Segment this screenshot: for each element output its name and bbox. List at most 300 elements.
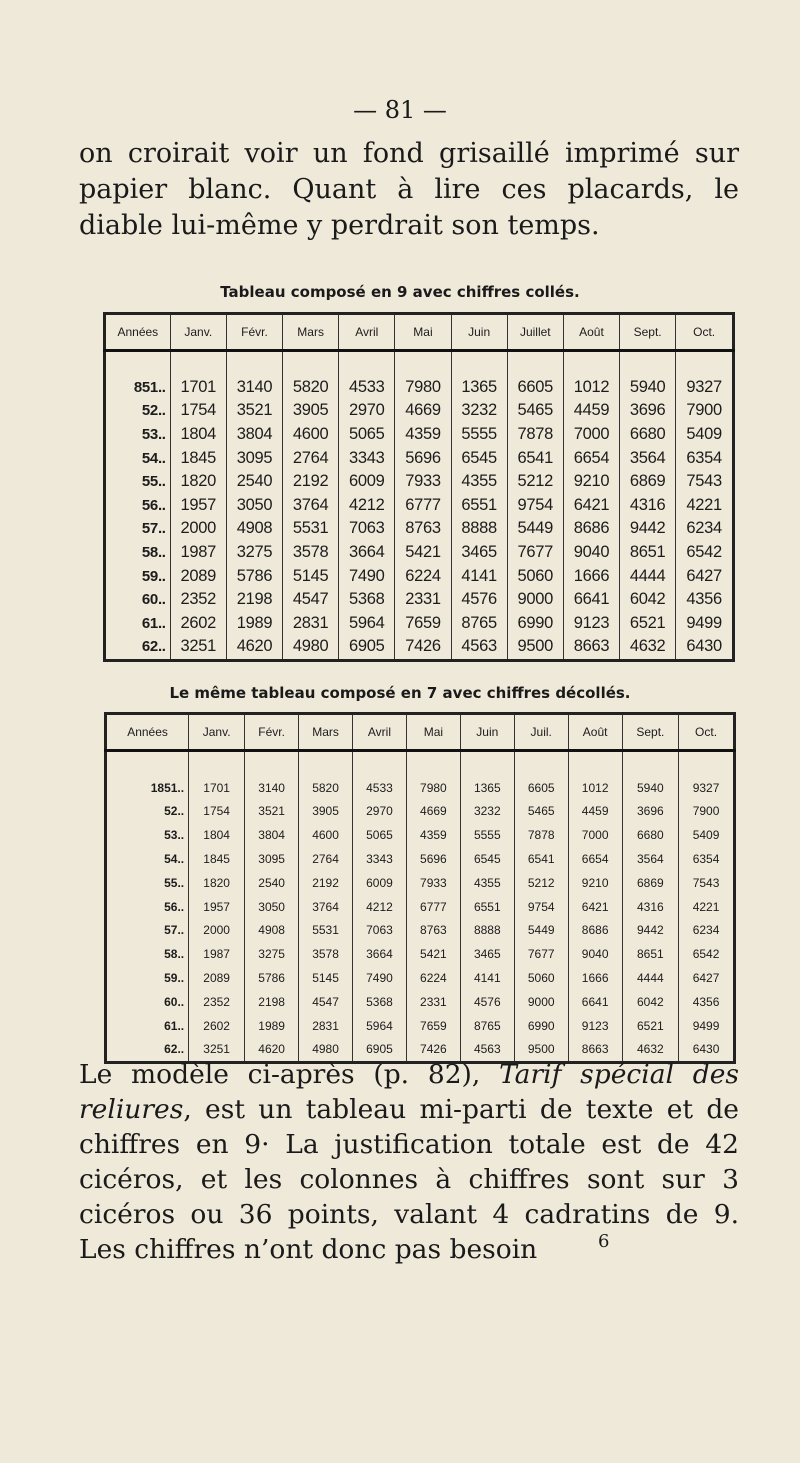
value-cell: 5060	[514, 966, 568, 990]
value-cell: 4669	[406, 800, 460, 824]
header-gap-row	[106, 751, 735, 776]
value-cell: 3140	[245, 776, 299, 800]
value-cell: 6541	[514, 847, 568, 871]
value-cell: 5531	[299, 919, 353, 943]
table-row	[106, 942, 735, 966]
column-header: Oct.	[679, 714, 735, 751]
value-cell: 9123	[568, 1014, 622, 1038]
value-cell: 4356	[679, 990, 735, 1014]
table-row	[105, 399, 734, 423]
table-row	[106, 823, 735, 847]
year-cell: 55..	[141, 473, 166, 491]
value-cell: 5555	[460, 823, 514, 847]
column-header: Sept.	[622, 714, 679, 751]
value-cell: 4669	[395, 399, 451, 423]
year-cell: 851..	[133, 378, 166, 396]
value-cell: 1701	[189, 776, 245, 800]
closing-text-start: Le modèle ci-après (p. 82),	[79, 1059, 500, 1090]
value-cell: 4600	[283, 423, 339, 447]
value-cell: 8765	[460, 1014, 514, 1038]
year-cell: 52..	[164, 804, 185, 819]
value-cell: 6234	[676, 517, 734, 541]
value-cell: 3140	[226, 376, 282, 400]
gap-cell	[568, 751, 622, 776]
value-cell: 5696	[395, 446, 451, 470]
gap-cell	[622, 751, 679, 776]
value-cell: 6234	[679, 919, 735, 943]
value-cell: 8686	[563, 517, 619, 541]
value-cell: 7000	[563, 423, 619, 447]
value-cell: 9754	[514, 895, 568, 919]
value-cell: 6430	[676, 635, 734, 660]
year-cell: 62..	[141, 638, 166, 656]
year-cell: 60..	[141, 591, 166, 609]
column-header: Oct.	[676, 314, 734, 351]
value-cell: 5409	[679, 823, 735, 847]
value-cell: 3804	[226, 423, 282, 447]
value-cell: 6224	[406, 966, 460, 990]
value-cell: 7490	[339, 564, 395, 588]
gap-cell	[395, 351, 451, 376]
gap-cell	[189, 751, 245, 776]
value-cell: 2602	[170, 612, 226, 636]
gap-cell	[676, 351, 734, 376]
value-cell: 8663	[563, 635, 619, 660]
column-header: Années	[106, 714, 189, 751]
value-cell: 4547	[299, 990, 353, 1014]
value-cell: 9000	[507, 588, 563, 612]
value-cell: 1701	[170, 376, 226, 400]
value-cell: 1365	[460, 776, 514, 800]
value-cell: 6541	[507, 446, 563, 470]
table-compact-figures	[103, 312, 735, 662]
table-row	[105, 588, 734, 612]
value-cell: 6009	[353, 871, 407, 895]
table-row	[106, 871, 735, 895]
column-header: Années	[105, 314, 171, 351]
value-cell: 5065	[339, 423, 395, 447]
value-cell: 5940	[620, 376, 676, 400]
column-header: Juillet	[507, 314, 563, 351]
gap-cell	[353, 751, 407, 776]
gap-cell	[679, 751, 735, 776]
value-cell: 8765	[451, 612, 507, 636]
value-cell: 6430	[679, 1038, 735, 1063]
column-header: Juin	[451, 314, 507, 351]
table-row	[105, 423, 734, 447]
value-cell: 4355	[460, 871, 514, 895]
value-cell: 5820	[283, 376, 339, 400]
value-cell: 4459	[568, 800, 622, 824]
value-cell: 3804	[245, 823, 299, 847]
year-cell: 53..	[141, 426, 166, 444]
value-cell: 6427	[679, 966, 735, 990]
value-cell: 5964	[353, 1014, 407, 1038]
value-cell: 3696	[620, 399, 676, 423]
value-cell: 4980	[283, 635, 339, 660]
value-cell: 3564	[622, 847, 679, 871]
value-cell: 2331	[395, 588, 451, 612]
signature-mark: 6	[598, 1231, 610, 1252]
gap-cell	[507, 351, 563, 376]
value-cell: 5368	[353, 990, 407, 1014]
value-cell: 4212	[339, 494, 395, 518]
table-row	[105, 446, 734, 470]
value-cell: 4547	[283, 588, 339, 612]
value-cell: 2602	[189, 1014, 245, 1038]
value-cell: 6427	[676, 564, 734, 588]
value-cell: 4563	[460, 1038, 514, 1063]
page-number: — 81 —	[353, 96, 447, 124]
year-cell: 61..	[164, 1018, 185, 1033]
value-cell: 3696	[622, 800, 679, 824]
year-cell: 56..	[141, 496, 166, 514]
year-cell: 54..	[141, 449, 166, 467]
value-cell: 2540	[226, 470, 282, 494]
year-cell: 57..	[141, 520, 166, 538]
value-cell: 9754	[507, 494, 563, 518]
gap-cell	[170, 351, 226, 376]
value-cell: 6641	[563, 588, 619, 612]
value-cell: 4908	[226, 517, 282, 541]
value-cell: 4444	[620, 564, 676, 588]
value-cell: 1989	[245, 1014, 299, 1038]
value-cell: 9000	[514, 990, 568, 1014]
value-cell: 1666	[563, 564, 619, 588]
value-cell: 4620	[245, 1038, 299, 1063]
value-cell: 8663	[568, 1038, 622, 1063]
value-cell: 4355	[451, 470, 507, 494]
value-cell: 8651	[622, 942, 679, 966]
value-cell: 6654	[568, 847, 622, 871]
value-cell: 7426	[406, 1038, 460, 1063]
year-cell: 59..	[141, 567, 166, 585]
table2-caption: Le même tableau composé en 7 avec chiffres décollés.	[169, 684, 631, 702]
value-cell: 4563	[451, 635, 507, 660]
value-cell: 2831	[283, 612, 339, 636]
value-cell: 4316	[620, 494, 676, 518]
value-cell: 5465	[514, 800, 568, 824]
column-header: Janv.	[189, 714, 245, 751]
value-cell: 8888	[451, 517, 507, 541]
value-cell: 3905	[299, 800, 353, 824]
value-cell: 3050	[226, 494, 282, 518]
value-cell: 7933	[406, 871, 460, 895]
value-cell: 1820	[189, 871, 245, 895]
value-cell: 4576	[451, 588, 507, 612]
value-cell: 7878	[507, 423, 563, 447]
gap-cell	[406, 751, 460, 776]
column-header: Août	[563, 314, 619, 351]
value-cell: 3764	[283, 494, 339, 518]
value-cell: 6680	[622, 823, 679, 847]
value-cell: 7063	[353, 919, 407, 943]
value-cell: 1365	[451, 376, 507, 400]
value-cell: 2198	[245, 990, 299, 1014]
table-header-row	[105, 314, 734, 351]
value-cell: 5465	[507, 399, 563, 423]
value-cell: 7659	[406, 1014, 460, 1038]
header-gap-row	[105, 351, 734, 376]
value-cell: 6605	[514, 776, 568, 800]
value-cell: 6905	[353, 1038, 407, 1063]
table-spaced-figures	[104, 712, 736, 1064]
value-cell: 5786	[245, 966, 299, 990]
table1-caption: Tableau composé en 9 avec chiffres collés.	[220, 283, 580, 301]
value-cell: 5449	[514, 919, 568, 943]
value-cell: 7543	[676, 470, 734, 494]
column-header: Janv.	[170, 314, 226, 351]
year-cell: 58..	[141, 544, 166, 562]
table-row	[106, 966, 735, 990]
gap-cell	[339, 351, 395, 376]
gap-cell	[514, 751, 568, 776]
value-cell: 7490	[353, 966, 407, 990]
value-cell: 8651	[620, 541, 676, 565]
value-cell: 6224	[395, 564, 451, 588]
column-header: Avril	[353, 714, 407, 751]
value-cell: 9442	[622, 919, 679, 943]
column-header: Avril	[339, 314, 395, 351]
value-cell: 5964	[339, 612, 395, 636]
value-cell: 6421	[563, 494, 619, 518]
year-cell: 58..	[164, 947, 185, 962]
value-cell: 2089	[170, 564, 226, 588]
value-cell: 6521	[620, 612, 676, 636]
value-cell: 9499	[679, 1014, 735, 1038]
value-cell: 6354	[676, 446, 734, 470]
value-cell: 5820	[299, 776, 353, 800]
value-cell: 2352	[189, 990, 245, 1014]
value-cell: 9123	[563, 612, 619, 636]
value-cell: 4459	[563, 399, 619, 423]
table-row	[106, 847, 735, 871]
value-cell: 5212	[507, 470, 563, 494]
value-cell: 6869	[622, 871, 679, 895]
value-cell: 7933	[395, 470, 451, 494]
closing-italic-title: Tarif spécial des reliures	[79, 1059, 739, 1125]
year-cell: 52..	[141, 402, 166, 420]
value-cell: 2764	[283, 446, 339, 470]
column-header: Févr.	[226, 314, 282, 351]
value-cell: 4141	[460, 966, 514, 990]
table-row	[105, 564, 734, 588]
column-header: Févr.	[245, 714, 299, 751]
value-cell: 7980	[395, 376, 451, 400]
table-row	[105, 612, 734, 636]
table-row	[105, 376, 734, 400]
value-cell: 3664	[353, 942, 407, 966]
value-cell: 3095	[245, 847, 299, 871]
value-cell: 5409	[676, 423, 734, 447]
value-cell: 4141	[451, 564, 507, 588]
value-cell: 2970	[339, 399, 395, 423]
value-cell: 3764	[299, 895, 353, 919]
value-cell: 9210	[563, 470, 619, 494]
value-cell: 2198	[226, 588, 282, 612]
value-cell: 5065	[353, 823, 407, 847]
value-cell: 9040	[563, 541, 619, 565]
value-cell: 3232	[460, 800, 514, 824]
value-cell: 1987	[189, 942, 245, 966]
value-cell: 5940	[622, 776, 679, 800]
gap-cell	[620, 351, 676, 376]
table-row	[106, 800, 735, 824]
table-header-row	[106, 714, 735, 751]
value-cell: 5786	[226, 564, 282, 588]
value-cell: 3232	[451, 399, 507, 423]
value-cell: 4444	[622, 966, 679, 990]
value-cell: 6542	[676, 541, 734, 565]
value-cell: 6521	[622, 1014, 679, 1038]
value-cell: 7426	[395, 635, 451, 660]
value-cell: 4316	[622, 895, 679, 919]
value-cell: 4359	[395, 423, 451, 447]
value-cell: 1754	[189, 800, 245, 824]
value-cell: 5421	[395, 541, 451, 565]
value-cell: 6869	[620, 470, 676, 494]
gap-cell	[105, 351, 171, 376]
value-cell: 9327	[676, 376, 734, 400]
value-cell: 7900	[676, 399, 734, 423]
value-cell: 6042	[620, 588, 676, 612]
gap-cell	[106, 751, 189, 776]
value-cell: 6654	[563, 446, 619, 470]
gap-cell	[283, 351, 339, 376]
column-header: Juil.	[514, 714, 568, 751]
gap-cell	[226, 351, 282, 376]
column-header: Mai	[395, 314, 451, 351]
value-cell: 2540	[245, 871, 299, 895]
value-cell: 2089	[189, 966, 245, 990]
value-cell: 3905	[283, 399, 339, 423]
value-cell: 5145	[299, 966, 353, 990]
value-cell: 6680	[620, 423, 676, 447]
value-cell: 2352	[170, 588, 226, 612]
value-cell: 3275	[226, 541, 282, 565]
value-cell: 9327	[679, 776, 735, 800]
value-cell: 6545	[451, 446, 507, 470]
value-cell: 6009	[339, 470, 395, 494]
year-cell: 1851..	[150, 780, 185, 795]
value-cell: 6542	[679, 942, 735, 966]
value-cell: 2970	[353, 800, 407, 824]
value-cell: 5531	[283, 517, 339, 541]
value-cell: 7677	[507, 541, 563, 565]
table-row	[105, 517, 734, 541]
value-cell: 7677	[514, 942, 568, 966]
value-cell: 1957	[170, 494, 226, 518]
value-cell: 2000	[189, 919, 245, 943]
value-cell: 7543	[679, 871, 735, 895]
year-cell: 60..	[164, 994, 185, 1009]
value-cell: 3343	[339, 446, 395, 470]
value-cell: 7063	[339, 517, 395, 541]
value-cell: 4632	[622, 1038, 679, 1063]
value-cell: 3251	[189, 1038, 245, 1063]
value-cell: 1989	[226, 612, 282, 636]
value-cell: 1804	[170, 423, 226, 447]
value-cell: 4221	[679, 895, 735, 919]
value-cell: 8888	[460, 919, 514, 943]
value-cell: 2000	[170, 517, 226, 541]
value-cell: 1012	[563, 376, 619, 400]
value-cell: 7980	[406, 776, 460, 800]
year-cell: 53..	[164, 828, 185, 843]
value-cell: 6545	[460, 847, 514, 871]
value-cell: 6905	[339, 635, 395, 660]
value-cell: 9499	[676, 612, 734, 636]
value-cell: 1754	[170, 399, 226, 423]
value-cell: 2192	[299, 871, 353, 895]
column-header: Mai	[406, 714, 460, 751]
column-header: Sept.	[620, 314, 676, 351]
gap-cell	[563, 351, 619, 376]
gap-cell	[299, 751, 353, 776]
year-cell: 56..	[164, 899, 185, 914]
value-cell: 8686	[568, 919, 622, 943]
value-cell: 4533	[339, 376, 395, 400]
value-cell: 1957	[189, 895, 245, 919]
value-cell: 4212	[353, 895, 407, 919]
year-cell: 54..	[164, 852, 185, 867]
value-cell: 3664	[339, 541, 395, 565]
table-row	[106, 776, 735, 800]
value-cell: 6421	[568, 895, 622, 919]
table-row	[106, 990, 735, 1014]
table-row	[106, 919, 735, 943]
value-cell: 1666	[568, 966, 622, 990]
value-cell: 1804	[189, 823, 245, 847]
value-cell: 6990	[507, 612, 563, 636]
value-cell: 8763	[406, 919, 460, 943]
value-cell: 3095	[226, 446, 282, 470]
year-cell: 62..	[164, 1042, 185, 1057]
value-cell: 4620	[226, 635, 282, 660]
table-row	[105, 635, 734, 660]
column-header: Mars	[283, 314, 339, 351]
value-cell: 1987	[170, 541, 226, 565]
value-cell: 3578	[283, 541, 339, 565]
value-cell: 9500	[507, 635, 563, 660]
value-cell: 6551	[460, 895, 514, 919]
value-cell: 5145	[283, 564, 339, 588]
value-cell: 5696	[406, 847, 460, 871]
value-cell: 3275	[245, 942, 299, 966]
value-cell: 6354	[679, 847, 735, 871]
value-cell: 4356	[676, 588, 734, 612]
year-cell: 57..	[164, 923, 185, 938]
table-row	[106, 1014, 735, 1038]
value-cell: 6777	[395, 494, 451, 518]
year-cell: 59..	[164, 971, 185, 986]
value-cell: 4533	[353, 776, 407, 800]
table-row	[106, 895, 735, 919]
value-cell: 3465	[460, 942, 514, 966]
table-row	[105, 494, 734, 518]
value-cell: 4221	[676, 494, 734, 518]
column-header: Juin	[460, 714, 514, 751]
year-cell: 55..	[164, 875, 185, 890]
value-cell: 9442	[620, 517, 676, 541]
value-cell: 1012	[568, 776, 622, 800]
table-row	[105, 541, 734, 565]
value-cell: 8763	[395, 517, 451, 541]
value-cell: 3465	[451, 541, 507, 565]
value-cell: 4359	[406, 823, 460, 847]
value-cell: 4600	[299, 823, 353, 847]
gap-cell	[460, 751, 514, 776]
